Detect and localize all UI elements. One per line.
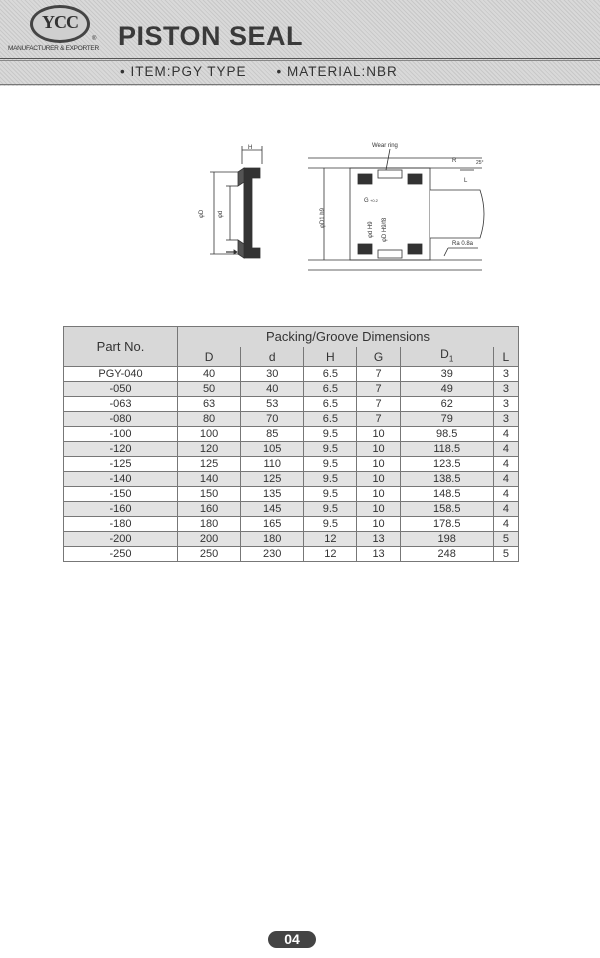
col-G: G <box>357 347 400 367</box>
dim-DH9-label: φD H9/f8 <box>382 217 388 242</box>
table-row <box>64 367 519 382</box>
part-number-cell: -150 <box>64 487 178 502</box>
part-number-cell: -063 <box>64 397 178 412</box>
table-row <box>64 397 519 412</box>
dim-D-label: φD <box>199 209 205 218</box>
dimension-cell: 9.5 <box>304 457 357 472</box>
dimension-cell: 5 <box>493 532 518 547</box>
dimension-cell: 140 <box>178 472 241 487</box>
item-label: • ITEM:PGY TYPE <box>120 64 247 79</box>
dimension-cell: 98.5 <box>400 427 493 442</box>
dimension-cell: 200 <box>178 532 241 547</box>
dimension-cell: 105 <box>241 442 304 457</box>
dimension-cell: 3 <box>493 397 518 412</box>
part-number-cell: -200 <box>64 532 178 547</box>
dimension-cell: 79 <box>400 412 493 427</box>
table-row <box>64 517 519 532</box>
page-number-badge: 04 <box>268 931 316 948</box>
part-number-cell: -180 <box>64 517 178 532</box>
dimension-cell: 7 <box>357 382 400 397</box>
dimension-cell: 4 <box>493 502 518 517</box>
roughness-label: Ra 0.8a <box>452 241 474 247</box>
dimension-cell: 70 <box>241 412 304 427</box>
dimension-cell: 135 <box>241 487 304 502</box>
page-title: PISTON SEAL <box>118 21 304 51</box>
assembly-section <box>308 143 484 270</box>
dimension-cell: 7 <box>357 367 400 382</box>
part-number-cell: -125 <box>64 457 178 472</box>
table-row <box>64 427 519 442</box>
part-number-cell: -250 <box>64 547 178 562</box>
dimension-cell: 145 <box>241 502 304 517</box>
dimension-cell: 148.5 <box>400 487 493 502</box>
dimension-cell: 62 <box>400 397 493 412</box>
dimension-cell: 123.5 <box>400 457 493 472</box>
dimension-cell: 3 <box>493 412 518 427</box>
dimension-cell: 10 <box>357 487 400 502</box>
dimension-cell: 248 <box>400 547 493 562</box>
dim-dh-label: φd H9 <box>368 221 374 238</box>
seal-cross-section <box>199 145 262 258</box>
table-row <box>64 412 519 427</box>
part-number-cell: -050 <box>64 382 178 397</box>
dim-h-label: H <box>248 145 253 151</box>
dimension-cell: 4 <box>493 427 518 442</box>
part-number-cell: -080 <box>64 412 178 427</box>
dimension-cell: 40 <box>241 382 304 397</box>
logo-registered-mark: ® <box>92 36 97 42</box>
dimension-cell: 4 <box>493 487 518 502</box>
dimension-cell: 10 <box>357 517 400 532</box>
dimension-cell: 7 <box>357 412 400 427</box>
dimension-cell: 50 <box>178 382 241 397</box>
dimensions-table <box>63 326 519 562</box>
dimension-cell: 165 <box>241 517 304 532</box>
table-row <box>64 502 519 517</box>
dimension-cell: 9.5 <box>304 502 357 517</box>
col-L: L <box>493 347 518 367</box>
col-D: D <box>178 347 241 367</box>
part-number-cell: -100 <box>64 427 178 442</box>
dimension-cell: 138.5 <box>400 472 493 487</box>
logo-text: YCC <box>42 12 78 32</box>
material-label: • MATERIAL:NBR <box>276 64 398 79</box>
dimension-cell: 250 <box>178 547 241 562</box>
dim-D1-label: φD1 h9 <box>320 208 326 228</box>
dimension-cell: 39 <box>400 367 493 382</box>
dimension-cell: 12 <box>304 547 357 562</box>
dimension-cell: 10 <box>357 502 400 517</box>
dimension-cell: 7 <box>357 397 400 412</box>
dimension-cell: 10 <box>357 442 400 457</box>
dimension-cell: 198 <box>400 532 493 547</box>
dimension-cell: 6.5 <box>304 412 357 427</box>
dimensions-table-body <box>64 367 519 562</box>
dimension-cell: 160 <box>178 502 241 517</box>
header-divider <box>0 60 600 61</box>
dimension-cell: 4 <box>493 472 518 487</box>
dimension-cell: 230 <box>241 547 304 562</box>
part-number-header: Part No. <box>64 327 178 367</box>
dimension-cell: 49 <box>400 382 493 397</box>
table-row <box>64 472 519 487</box>
dimension-cell: 6.5 <box>304 397 357 412</box>
dimension-cell: 4 <box>493 517 518 532</box>
dimension-cell: 180 <box>241 532 304 547</box>
spec-line <box>120 64 398 79</box>
part-number-cell: PGY-040 <box>64 367 178 382</box>
dimension-cell: 125 <box>241 472 304 487</box>
packing-groove-header: Packing/Groove Dimensions <box>178 327 519 348</box>
dimension-cell: 3 <box>493 367 518 382</box>
header-divider <box>0 58 600 59</box>
header-divider <box>0 84 600 85</box>
dim-G-tolerance: +0.2 <box>370 198 378 203</box>
table-row <box>64 532 519 547</box>
dimension-cell: 10 <box>357 457 400 472</box>
page-header <box>0 0 600 86</box>
col-H: H <box>304 347 357 367</box>
dim-G-label: G <box>364 198 369 204</box>
dim-L-label: L <box>464 178 468 184</box>
dimension-cell: 53 <box>241 397 304 412</box>
dimension-cell: 9.5 <box>304 472 357 487</box>
angle-label: 25° <box>476 160 484 166</box>
col-d: d <box>241 347 304 367</box>
part-number-cell: -120 <box>64 442 178 457</box>
col-D1: $D_1$ <box>400 347 493 367</box>
dimension-cell: 9.5 <box>304 427 357 442</box>
dimension-cell: 13 <box>357 532 400 547</box>
dimension-cell: 10 <box>357 472 400 487</box>
dimension-cell: 80 <box>178 412 241 427</box>
dimension-cell: 40 <box>178 367 241 382</box>
dimension-cell: 158.5 <box>400 502 493 517</box>
dimension-cell: 13 <box>357 547 400 562</box>
company-logo <box>8 5 112 55</box>
dimension-cell: 178.5 <box>400 517 493 532</box>
dimension-cell: 85 <box>241 427 304 442</box>
dimension-cell: 63 <box>178 397 241 412</box>
dimension-cell: 12 <box>304 532 357 547</box>
technical-drawing <box>190 130 490 280</box>
part-number-cell: -140 <box>64 472 178 487</box>
dimension-cell: 110 <box>241 457 304 472</box>
dimension-cell: 10 <box>357 427 400 442</box>
dimension-cell: 3 <box>493 382 518 397</box>
table-row <box>64 487 519 502</box>
logo-subtitle: MANUFACTURER & EXPORTER <box>8 45 99 52</box>
table-row <box>64 382 519 397</box>
dimension-cell: 150 <box>178 487 241 502</box>
dimension-cell: 180 <box>178 517 241 532</box>
dimension-cell: 6.5 <box>304 367 357 382</box>
dim-d-label: φd <box>218 210 224 218</box>
dimension-cell: 100 <box>178 427 241 442</box>
dimension-cell: 4 <box>493 457 518 472</box>
dimension-cell: 125 <box>178 457 241 472</box>
dimension-cell: 9.5 <box>304 442 357 457</box>
radius-label: R <box>452 158 457 164</box>
dimension-cell: 4 <box>493 442 518 457</box>
table-row <box>64 547 519 562</box>
dimension-cell: 5 <box>493 547 518 562</box>
wear-ring-label: Wear ring <box>372 143 398 149</box>
dimension-cell: 120 <box>178 442 241 457</box>
dimension-cell: 6.5 <box>304 382 357 397</box>
dimension-cell: 30 <box>241 367 304 382</box>
dimension-cell: 9.5 <box>304 487 357 502</box>
dimension-cell: 9.5 <box>304 517 357 532</box>
part-number-cell: -160 <box>64 502 178 517</box>
table-row <box>64 442 519 457</box>
table-row <box>64 457 519 472</box>
dimension-cell: 118.5 <box>400 442 493 457</box>
